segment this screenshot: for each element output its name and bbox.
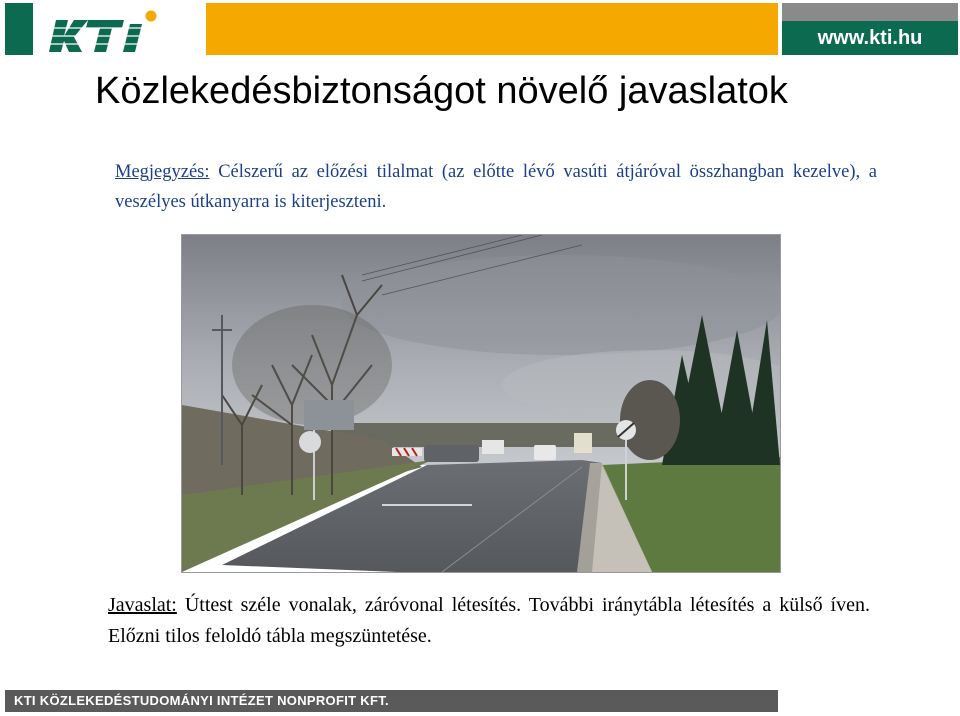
road-photo <box>181 234 781 573</box>
header-green-block <box>5 3 33 55</box>
header-orange-bar <box>206 3 778 55</box>
note-label: Megjegyzés: <box>115 162 210 182</box>
note-paragraph <box>115 157 877 217</box>
proposal-label: Javaslat: <box>108 594 177 616</box>
footer-bar: KTI KÖZLEKEDÉSTUDOMÁNYI INTÉZET NONPROFIT KFT. <box>5 690 778 712</box>
website-url[interactable]: www.kti.hu <box>817 27 923 49</box>
page-title: Közlekedésbiztonságot növelő javaslatok <box>95 70 788 112</box>
kti-logo <box>46 6 166 54</box>
proposal-paragraph <box>108 590 870 652</box>
note-text: Célszerű az előzési tilalmat (az előtte lévő vasúti átjáróval összhangban kezelve), a veszélyes útkanyarra is kiterjeszteni. <box>115 162 877 212</box>
header-grey-strip <box>782 3 958 21</box>
proposal-text: Úttest széle vonalak, záróvonal létesítés. További iránytábla létesítés a külső íven. Előzni tilos feloldó tábla megszüntetése. <box>108 594 870 647</box>
